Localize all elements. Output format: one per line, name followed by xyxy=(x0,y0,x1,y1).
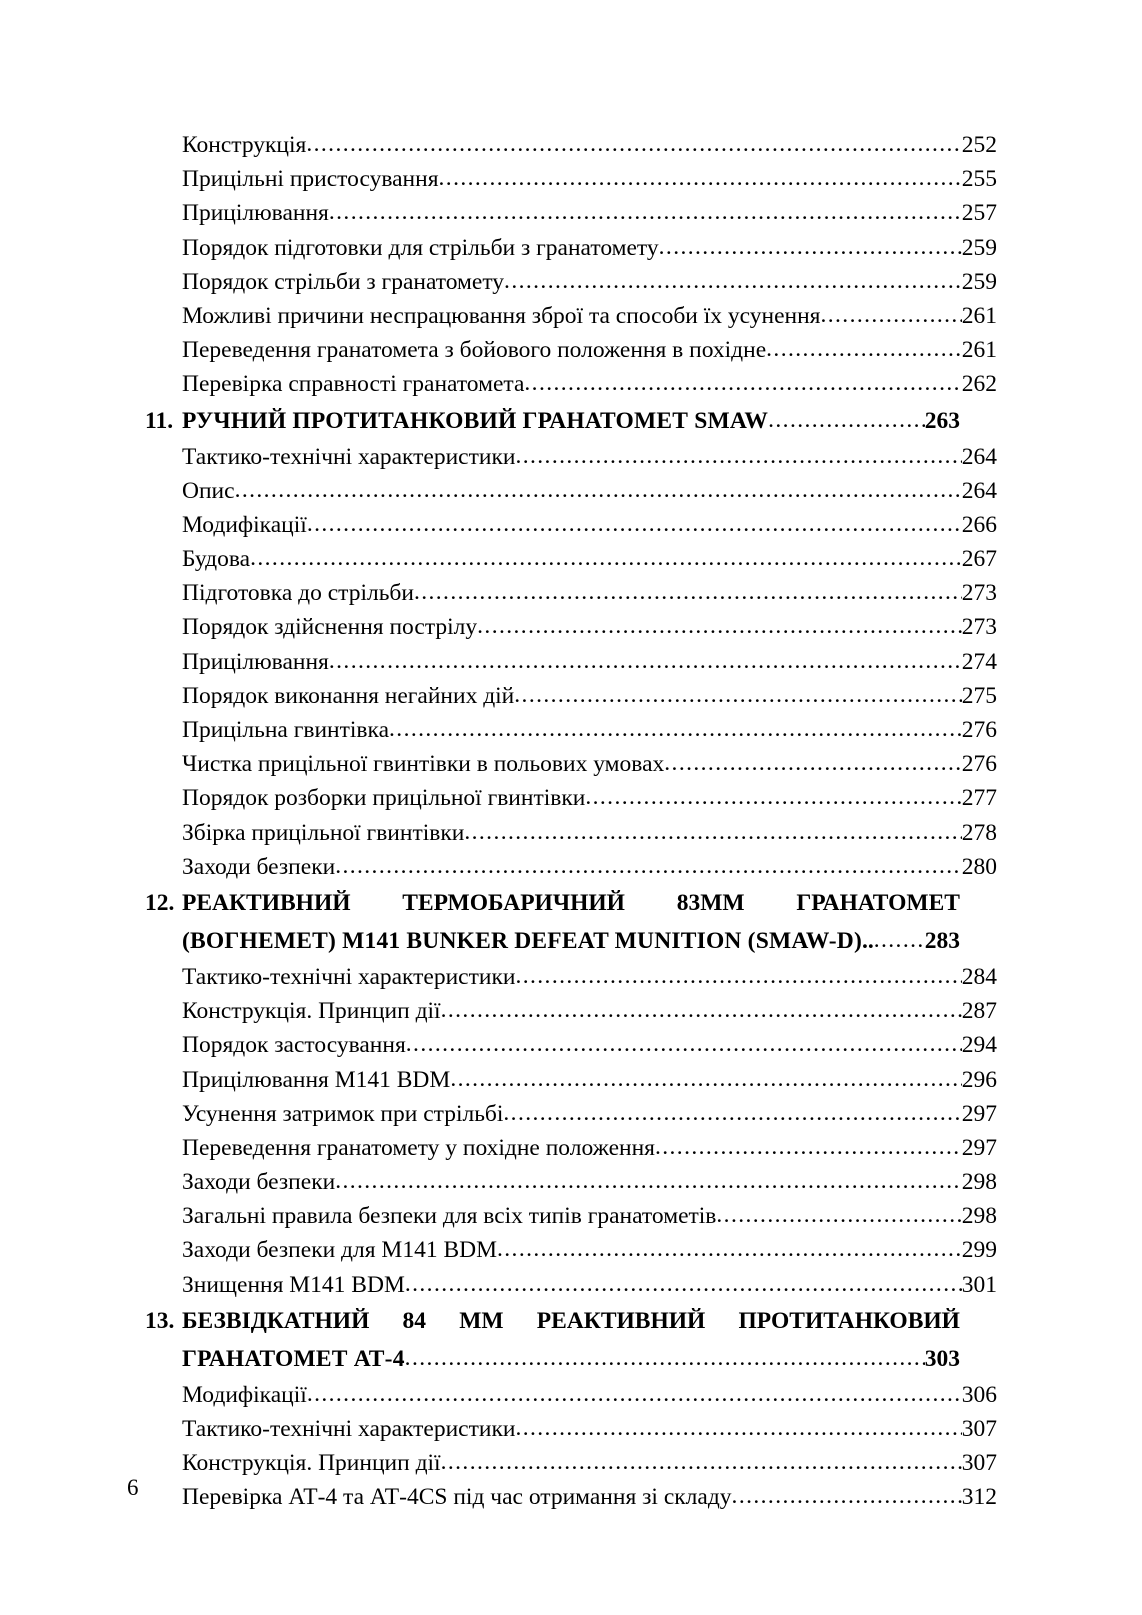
dot-leader xyxy=(716,1198,961,1232)
dot-leader xyxy=(414,575,962,609)
toc-entry-label: Прицілювання xyxy=(182,200,329,227)
toc-entry-page-number: 298 xyxy=(961,1169,997,1196)
toc-entry[interactable] xyxy=(145,994,997,1028)
dot-leader xyxy=(405,1339,925,1377)
toc-entry-label: Прицільні пристосування xyxy=(182,166,439,193)
toc-entry[interactable] xyxy=(145,1165,997,1199)
toc-entry-label: Модифікації xyxy=(182,1381,307,1408)
dot-leader xyxy=(389,712,962,746)
toc-entry[interactable] xyxy=(145,440,997,474)
toc-entry-label: Порядок підготовки для стрільби з гранатомету xyxy=(182,234,659,261)
toc-entry[interactable] xyxy=(145,162,997,196)
toc-entry[interactable] xyxy=(145,713,997,747)
toc-entry-label: Перевірка АТ-4 та АТ-4CS під час отримання зі складу xyxy=(182,1484,732,1511)
toc-entry-page-number: 264 xyxy=(961,443,997,470)
toc-chapter-number: 12. xyxy=(145,889,175,916)
toc-entry-page-number: 257 xyxy=(961,200,997,227)
toc-entry-label: Порядок виконання негайних дій xyxy=(182,682,515,709)
dot-leader xyxy=(514,678,961,712)
dot-leader xyxy=(307,1377,962,1411)
toc-entry-label: Порядок розборки прицільної гвинтівки xyxy=(182,785,586,812)
toc-chapter-title-word: ТЕРМОБАРИЧНИЙ xyxy=(402,889,625,916)
toc-entry[interactable] xyxy=(145,1446,997,1480)
toc-entry-page-number: 261 xyxy=(961,302,997,329)
dot-leader xyxy=(874,921,925,959)
toc-entry-page-number: 275 xyxy=(961,682,997,709)
toc-entry-page-number: 255 xyxy=(961,166,997,193)
toc-chapter-title-word: РЕАКТИВНИЙ xyxy=(536,1307,706,1334)
toc-entry-page-number: 297 xyxy=(961,1100,997,1127)
toc-entry-label: Прицілювання M141 BDM xyxy=(182,1066,451,1093)
toc-chapter-title-continuation: (ВОГНЕМЕТ) M141 BUNKER DEFEAT MUNITION (SMAW-D) xyxy=(182,927,862,954)
toc-entry[interactable] xyxy=(145,816,997,850)
toc-entry-page-number: 252 xyxy=(961,132,997,158)
toc-entry-label: Можливі причини неспрацювання зброї та способи їх усунення xyxy=(182,302,821,329)
toc-entry-label: Підготовка до стрільби xyxy=(182,580,414,607)
dot-leader xyxy=(329,644,962,678)
toc-chapter-title-line-2 xyxy=(145,1340,960,1378)
toc-chapter-title-word: ПРОТИТАНКОВИЙ xyxy=(738,1307,960,1334)
toc-entry-label: Тактико-технічні характеристики xyxy=(182,1416,516,1442)
toc-entry[interactable] xyxy=(145,1233,997,1267)
dot-leader xyxy=(515,959,961,993)
toc-entry-label: Заходи безпеки xyxy=(182,1169,336,1196)
toc-entry-page-number: 276 xyxy=(961,751,997,778)
dot-leader xyxy=(768,401,925,439)
toc-entry-page-number: 307 xyxy=(961,1450,997,1477)
toc-entry-label: Перевірка справності гранатомета xyxy=(182,371,525,398)
page-folio: 6 xyxy=(127,1475,139,1500)
dot-leader xyxy=(406,1027,962,1061)
toc-entry-label: Збірка прицільної гвинтівки xyxy=(182,819,465,846)
toc-entry-label: Заходи безпеки для M141 BDM xyxy=(182,1237,497,1264)
dot-leader xyxy=(250,541,962,575)
dot-leader xyxy=(503,1096,961,1130)
toc-entry-label: Тактико-технічні характеристики xyxy=(182,963,516,990)
toc-entry[interactable] xyxy=(145,850,997,884)
toc-entry-page-number: 276 xyxy=(961,717,997,743)
toc-chapter-page-number: 303 xyxy=(924,1345,960,1372)
dot-leader xyxy=(820,298,961,332)
dot-leader xyxy=(441,1445,962,1479)
dot-leader xyxy=(664,746,961,780)
toc-entry-page-number: 278 xyxy=(961,819,997,846)
toc-entry[interactable] xyxy=(145,1378,997,1412)
toc-entry[interactable] xyxy=(145,1199,997,1233)
toc-entry[interactable] xyxy=(145,1097,997,1131)
toc-entry-page-number: 299 xyxy=(961,1237,997,1264)
dot-leader xyxy=(405,1267,962,1301)
toc-entry-label: Загальні правила безпеки для всіх типів гранатометів xyxy=(182,1203,717,1230)
toc-entry[interactable] xyxy=(145,1268,997,1302)
dot-leader xyxy=(515,1411,961,1445)
toc-entry-label: Конструкція. Принцип дії xyxy=(182,998,441,1025)
toc-entry[interactable] xyxy=(145,1480,997,1514)
toc-chapter-page-number: 283 xyxy=(924,927,960,954)
toc-entry[interactable] xyxy=(145,747,997,781)
toc-entry-label: Тактико-технічні характеристики xyxy=(182,443,516,470)
toc-entry[interactable] xyxy=(145,679,997,713)
dot-leader xyxy=(450,1062,961,1096)
toc-entry-page-number: 307 xyxy=(961,1416,997,1442)
toc-entry-page-number: 298 xyxy=(961,1203,997,1230)
toc-entry-label: Прицільна гвинтівка xyxy=(182,717,390,743)
toc-chapter-title-word: 84 xyxy=(402,1307,427,1334)
toc-chapter-number: 13. xyxy=(145,1307,175,1334)
dot-leader xyxy=(766,332,962,366)
toc-entry[interactable] xyxy=(145,367,997,401)
toc-entry-page-number: 259 xyxy=(961,268,997,295)
toc-entry-label: Конструкція xyxy=(182,132,307,158)
toc-entry-page-number: 312 xyxy=(961,1484,997,1511)
toc-chapter-page-number: 263 xyxy=(924,407,960,434)
toc-entry[interactable] xyxy=(145,333,997,367)
dot-leader xyxy=(497,1232,962,1266)
toc-entry-page-number: 274 xyxy=(961,648,997,675)
dot-leader xyxy=(585,780,961,814)
toc-entry-page-number: 306 xyxy=(961,1381,997,1408)
toc-entry[interactable] xyxy=(145,645,997,679)
toc-entry-label: Конструкція. Принцип дії xyxy=(182,1450,441,1477)
toc-chapter-entry[interactable] xyxy=(145,884,960,960)
dot-leader xyxy=(504,264,962,298)
toc-entry-label: Порядок здійснення пострілу xyxy=(182,614,478,641)
toc-entry-page-number: 280 xyxy=(961,853,997,880)
toc-entry[interactable] xyxy=(145,542,997,576)
toc-entry[interactable] xyxy=(145,576,997,610)
toc-entry[interactable] xyxy=(145,508,997,542)
toc-chapter-title-word: 83ММ xyxy=(676,889,745,916)
toc-chapter-title-word: ГРАНАТОМЕТ xyxy=(796,889,960,916)
toc-chapter-title-leader-prefix: .. xyxy=(861,927,874,954)
toc-chapter-title-words xyxy=(182,1302,960,1340)
toc-entry-label: Модифікації xyxy=(182,511,307,538)
toc-chapter-title: РУЧНИЙ ПРОТИТАНКОВИЙ ГРАНАТОМЕТ SMAW xyxy=(182,407,769,434)
toc-entry[interactable] xyxy=(145,1131,997,1165)
toc-entry[interactable] xyxy=(145,1063,997,1097)
dot-leader xyxy=(477,609,962,643)
dot-leader xyxy=(335,849,962,883)
toc-entry-label: Опис xyxy=(182,477,235,504)
toc-entry[interactable] xyxy=(145,265,997,299)
toc-entry[interactable] xyxy=(145,610,997,644)
toc-entry[interactable] xyxy=(145,1028,997,1062)
toc-chapter-number: 11. xyxy=(145,407,174,434)
dot-leader xyxy=(655,1130,962,1164)
dot-leader xyxy=(307,507,962,541)
toc-chapter-entry[interactable] xyxy=(145,1302,960,1378)
toc-entry-label: Переведення гранатомета з бойового положення в похідне xyxy=(182,337,767,364)
toc-entry[interactable] xyxy=(145,299,997,333)
toc-entry[interactable] xyxy=(145,231,997,265)
dot-leader xyxy=(306,127,961,161)
toc-entry-page-number: 301 xyxy=(961,1271,997,1298)
toc-entry-label: Заходи безпеки xyxy=(182,853,336,880)
toc-entry-page-number: 287 xyxy=(961,998,997,1025)
dot-leader xyxy=(659,230,962,264)
toc-entry-page-number: 273 xyxy=(961,580,997,607)
toc-entry[interactable] xyxy=(145,960,997,994)
toc-entry-page-number: 297 xyxy=(961,1134,997,1161)
dot-leader xyxy=(335,1164,962,1198)
dot-leader xyxy=(464,815,961,849)
toc-entry[interactable] xyxy=(145,128,997,162)
toc-entry-label: Будова xyxy=(182,546,251,573)
toc-entry-page-number: 264 xyxy=(961,477,997,504)
toc-entry[interactable] xyxy=(145,1412,997,1446)
toc-entry-label: Знищення M141 BDM xyxy=(182,1271,405,1298)
dot-leader xyxy=(732,1479,962,1513)
dot-leader xyxy=(235,473,962,507)
toc-entry-page-number: 273 xyxy=(961,614,997,641)
toc-entry[interactable] xyxy=(145,474,997,508)
toc-chapter-title-words xyxy=(182,884,960,922)
toc-chapter-title-word: БЕЗВІДКАТНИЙ xyxy=(182,1307,370,1334)
toc-entry-page-number: 296 xyxy=(961,1066,997,1093)
toc-entry-label: Порядок стрільби з гранатомету xyxy=(182,268,505,295)
toc-entry-label: Прицілювання xyxy=(182,648,329,675)
toc-entry-page-number: 262 xyxy=(961,371,997,398)
dot-leader xyxy=(329,195,962,229)
toc-chapter-title-word: РЕАКТИВНИЙ xyxy=(182,889,351,916)
table-of-contents xyxy=(145,128,997,1515)
toc-entry-page-number: 267 xyxy=(961,546,997,573)
toc-entry-label: Порядок застосування xyxy=(182,1032,406,1059)
toc-entry-page-number: 259 xyxy=(961,234,997,261)
toc-chapter-title-word: ММ xyxy=(459,1307,504,1334)
toc-chapter-title-line-1 xyxy=(145,884,960,922)
dot-leader xyxy=(524,366,961,400)
toc-entry[interactable] xyxy=(145,196,997,230)
toc-chapter-title-continuation: ГРАНАТОМЕТ АТ-4 xyxy=(182,1345,405,1372)
dot-leader xyxy=(441,993,962,1027)
toc-chapter-entry[interactable] xyxy=(145,402,960,440)
toc-chapter-title-line-1 xyxy=(145,1302,960,1340)
toc-chapter-title-line-2 xyxy=(145,922,960,960)
toc-entry[interactable] xyxy=(145,781,997,815)
toc-entry-page-number: 261 xyxy=(961,337,997,364)
dot-leader xyxy=(439,161,962,195)
toc-entry-page-number: 266 xyxy=(961,511,997,538)
toc-entry-label: Чистка прицільної гвинтівки в польових умовах xyxy=(182,751,665,778)
toc-entry-page-number: 294 xyxy=(961,1032,997,1059)
toc-entry-label: Переведення гранатомету у похідне положення xyxy=(182,1134,655,1161)
toc-entry-label: Усунення затримок при стрільбі xyxy=(182,1100,504,1127)
toc-entry-page-number: 277 xyxy=(961,785,997,812)
toc-entry-page-number: 284 xyxy=(961,963,997,990)
dot-leader xyxy=(515,439,961,473)
